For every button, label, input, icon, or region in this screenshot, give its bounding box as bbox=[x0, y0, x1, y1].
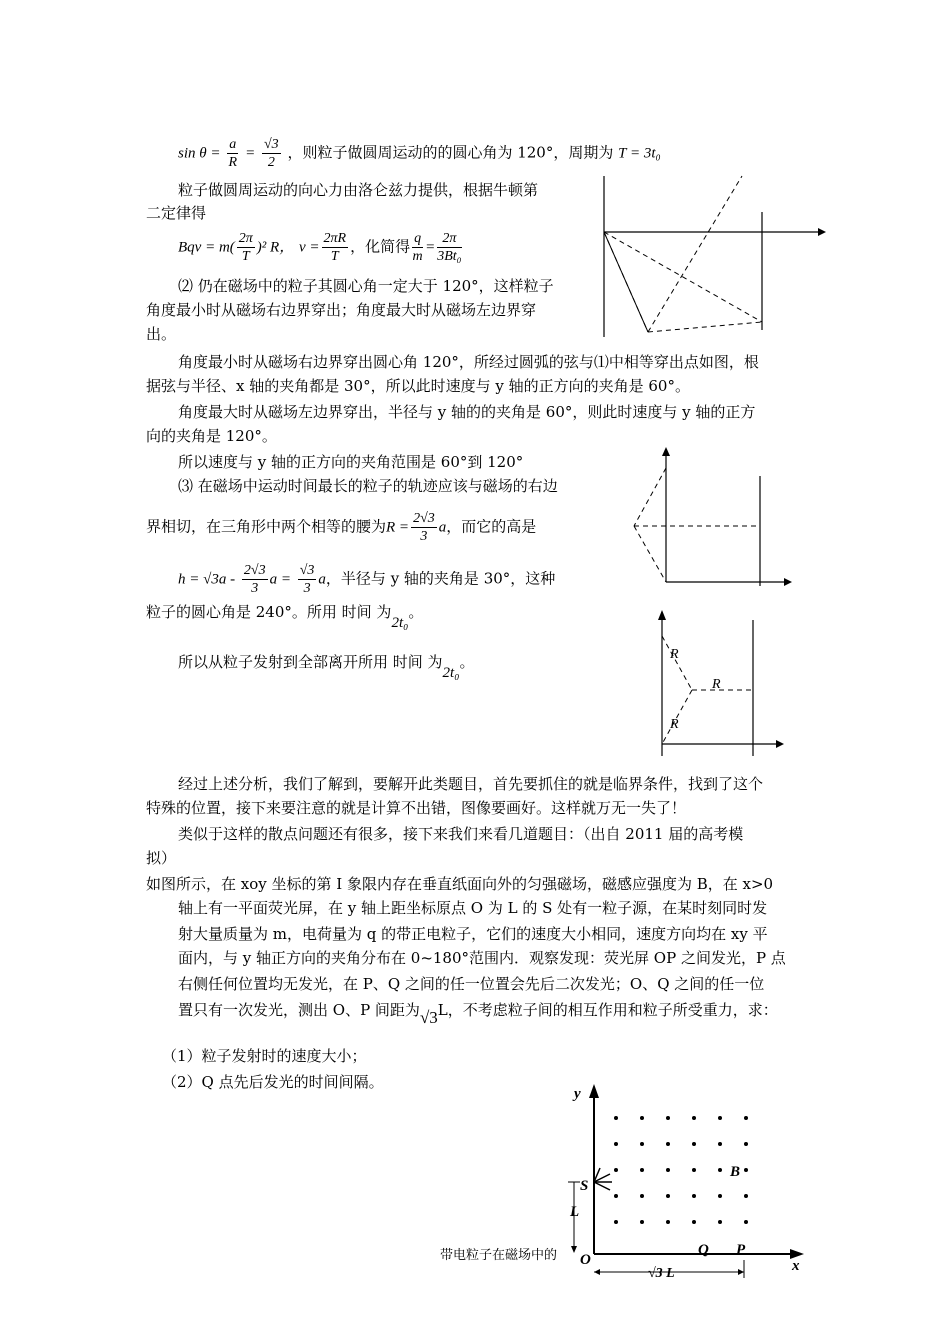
field-dot bbox=[666, 1142, 670, 1146]
field-dot bbox=[614, 1116, 618, 1120]
paragraph-3: 角度最小时从磁场右边界穿出圆心角 120°，所经过圆弧的弦与⑴中相等穿出点如图，根 bbox=[178, 353, 759, 371]
field-dot bbox=[666, 1168, 670, 1172]
paragraph-4: 角度最大时从磁场左边界穿出，半径与 y 轴的的夹角是 60°，则此时速度与 y 轴的正方 bbox=[178, 403, 756, 421]
field-dot bbox=[744, 1194, 748, 1198]
label-s: S bbox=[580, 1178, 589, 1194]
field-dot bbox=[744, 1116, 748, 1120]
eq1-frac2: $\frac{√3}{2}$ bbox=[263, 137, 279, 170]
label-l: L bbox=[570, 1204, 580, 1220]
sub-question-2: （2）Q 点先后发光的时间间隔。 bbox=[162, 1073, 384, 1091]
eq1-text: ，则粒子做圆周运动的的圆心角为 120°，周期为 bbox=[287, 143, 614, 162]
label-distance: √3 L bbox=[648, 1266, 675, 1281]
field-dot bbox=[640, 1168, 644, 1172]
eq1-lhs: sin θ = bbox=[178, 145, 221, 162]
field-dot bbox=[744, 1168, 748, 1172]
field-dot bbox=[640, 1220, 644, 1224]
paragraph-6b: 界相切，在三角形中两个相等的腰为R = $\frac{2√3}{3}$ a，而它的高是 bbox=[146, 511, 537, 544]
field-dot bbox=[718, 1194, 722, 1198]
field-dot bbox=[614, 1220, 618, 1224]
field-dot bbox=[666, 1194, 670, 1198]
equation-bqv: Bqv = m( $\frac{2\pi}{T}$ )² R， v = $\frac{2\pi R}{T}$ ，化简得 $\frac{q}{m}$ = $\frac{2\pi}{\text{3Bt₀}}$ bbox=[178, 231, 462, 264]
field-dot bbox=[718, 1168, 722, 1172]
figure-3-diagram bbox=[650, 606, 790, 758]
figure-2-diagram bbox=[628, 446, 796, 592]
question-line-5: 右侧任何位置均无发光，在 P、Q 之间的任一位置会先后二次发光；O、Q 之间的任一位 bbox=[178, 975, 765, 993]
paragraph-9b: 拟） bbox=[146, 849, 177, 867]
question-line-4: 面内，与 y 轴正方向的夹角分布在 0~180°范围内．观察发现：荧光屏 OP 之间发光，P 点 bbox=[178, 949, 786, 967]
label-q: Q bbox=[698, 1242, 709, 1258]
field-dot bbox=[692, 1116, 696, 1120]
field-dot bbox=[692, 1168, 696, 1172]
paragraph-8b: 特殊的位置，接下来要注意的就是计算不出错，图像要画好。这样就万无一失了！ bbox=[146, 799, 687, 817]
figure-1-diagram bbox=[596, 172, 828, 340]
sub-question-1: （1）粒子发射时的速度大小； bbox=[162, 1047, 367, 1065]
question-line-2: 轴上有一平面荧光屏，在 y 轴上距坐标原点 O 为 L 的 S 处有一粒子源，在某时刻同时发 bbox=[178, 899, 768, 917]
paragraph-2c: 出。 bbox=[146, 325, 177, 343]
question-line-1: 如图所示，在 xoy 坐标的第 I 象限内存在垂直纸面向外的匀强磁场，磁感应强度为 B，在 x>0 bbox=[146, 875, 774, 893]
field-dot bbox=[666, 1220, 670, 1224]
paragraph-2: ⑵ 仍在磁场中的粒子其圆心角一定大于 120°，这样粒子 bbox=[178, 277, 554, 295]
figure-4-diagram bbox=[560, 1078, 810, 1290]
label-b: B bbox=[730, 1164, 741, 1180]
label-r-mid: R bbox=[712, 677, 721, 692]
field-dot bbox=[640, 1194, 644, 1198]
figure-caption: 带电粒子在磁场中的 bbox=[440, 1248, 558, 1263]
magnetic-field-dots bbox=[614, 1116, 748, 1224]
paragraph-5: 所以速度与 y 轴的正方向的夹角范围是 60°到 120° bbox=[178, 453, 524, 471]
question-line-3: 射大量质量为 m，电荷量为 q 的带正电粒子，它们的速度大小相同，速度方向均在 xy 平 bbox=[178, 925, 768, 943]
field-dot bbox=[718, 1220, 722, 1224]
label-o: O bbox=[580, 1252, 591, 1268]
label-y: y bbox=[574, 1086, 581, 1102]
field-dot bbox=[744, 1220, 748, 1224]
field-dot bbox=[614, 1142, 618, 1146]
paragraph-7: 所以从粒子发射到全部离开所用 时间 为2t₀。 bbox=[178, 653, 475, 681]
field-dot bbox=[692, 1194, 696, 1198]
field-dot bbox=[640, 1116, 644, 1120]
paragraph-2b: 角度最小时从磁场右边界穿出；角度最大时从磁场左边界穿 bbox=[146, 301, 537, 319]
eq1-frac1: $\frac{a}{R}$ bbox=[228, 137, 238, 170]
field-dot bbox=[744, 1142, 748, 1146]
paragraph-1: 粒子做圆周运动的向心力由洛仑兹力提供，根据牛顿第 bbox=[178, 181, 539, 199]
label-p: P bbox=[736, 1242, 746, 1258]
question-line-6: 置只有一次发光，测出 O、P 间距为√3L，不考虑粒子间的相互作用和粒子所受重力，求： bbox=[178, 1001, 778, 1027]
paragraph-6: ⑶ 在磁场中运动时间最长的粒子的轨迹应该与磁场的右边 bbox=[178, 477, 558, 495]
eq1-period: T = 3t₀ bbox=[618, 145, 661, 162]
paragraph-1b: 二定律得 bbox=[146, 204, 207, 222]
field-dot bbox=[692, 1220, 696, 1224]
field-dot bbox=[640, 1142, 644, 1146]
paragraph-6c: h = √3a - $\frac{2√3}{3}$ a = $\frac{√3}{3}$ a，半径与 y 轴的夹角是 30°，这种 bbox=[178, 563, 556, 596]
paragraph-9: 类似于这样的散点问题还有很多，接下来我们来看几道题目：（出自 2011 届的高考模 bbox=[178, 825, 744, 843]
field-dot bbox=[718, 1142, 722, 1146]
equation-sin-theta: sin θ = $\frac{a}{R}$ = $\frac{√3}{2}$ ，则粒子做圆周运动的的圆心角为 120°，周期为 T = 3t₀ bbox=[178, 137, 661, 170]
paragraph-4b: 向的夹角是 120°。 bbox=[146, 427, 277, 445]
paragraph-3b: 据弦与半径、x 轴的夹角都是 30°，所以此时速度与 y 轴的正方向的夹角是 60°。 bbox=[146, 377, 690, 395]
label-r-top: R bbox=[670, 647, 679, 662]
field-dot bbox=[614, 1168, 618, 1172]
label-x: x bbox=[792, 1258, 800, 1274]
label-r-bottom: R bbox=[670, 717, 679, 732]
field-dot bbox=[666, 1116, 670, 1120]
field-dot bbox=[614, 1194, 618, 1198]
paragraph-6d: 粒子的圆心角是 240°。所用 时间 为2t₀。 bbox=[146, 603, 424, 631]
paragraph-8: 经过上述分析，我们了解到，要解开此类题目，首先要抓住的就是临界条件，找到了这个 bbox=[178, 775, 764, 793]
field-dot bbox=[692, 1142, 696, 1146]
field-dot bbox=[718, 1116, 722, 1120]
